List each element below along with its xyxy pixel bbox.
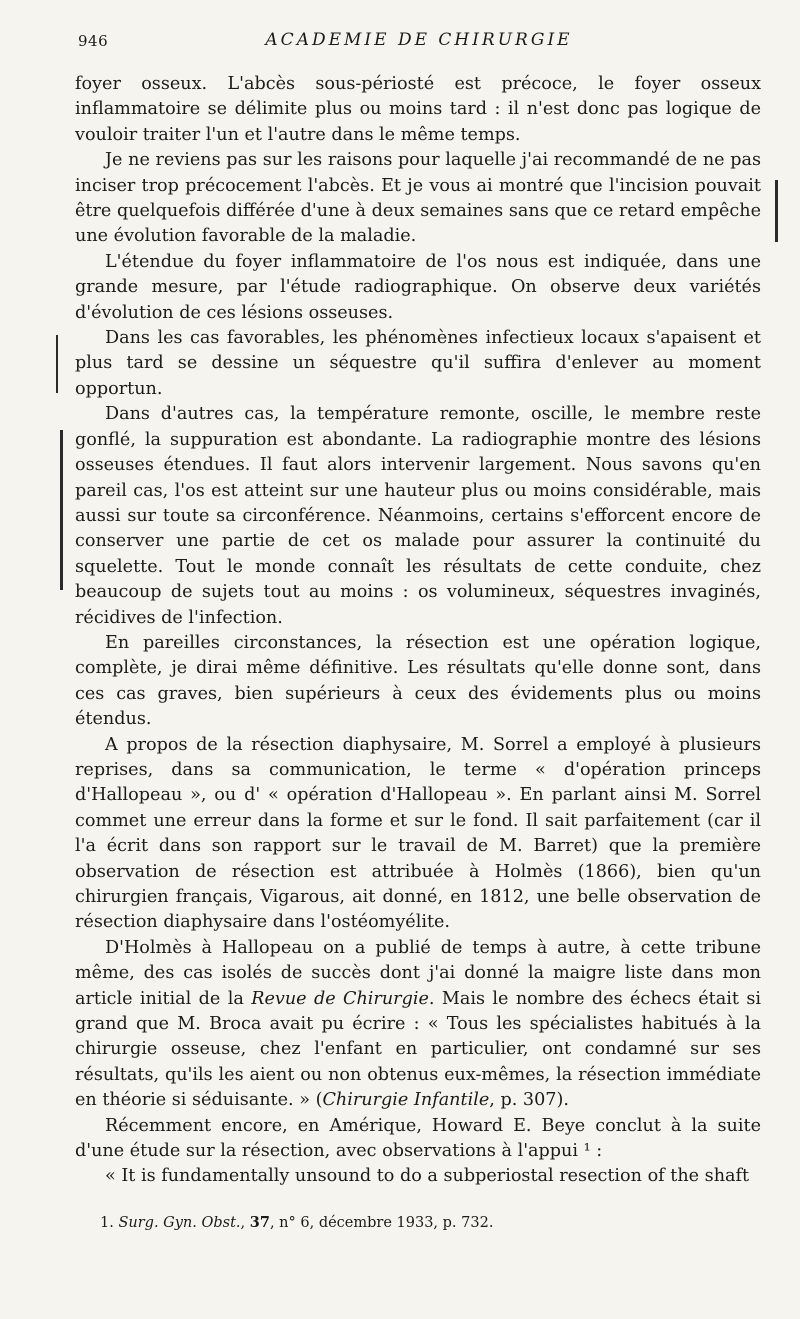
page-header [78,30,760,54]
paragraph: foyer osseux. L'abcès sous-périosté est précoce, le foyer osseux inflammatoire se délimite plus ou moins tard : il n'est donc pas logique de vouloir traiter l'un et l'autre dans le même temps. [75,74,761,145]
paragraph-text: D'Holmès à Hallopeau on a publié de temps à autre, à cette tribune même, des cas isolés de succès dont j'ai donné la maigre liste dans mon article initial de la [75,937,761,1009]
paragraph: Je ne reviens pas sur les raisons pour laquelle j'ai recommandé de ne pas inciser trop précocement l'abcès. Et je vous ai montré que l'incision pouvait être quelquefois différée d'une à deux semaines sans que ce retard empêche une évolution favorable de la maladie. [75,150,761,247]
paragraph: Dans d'autres cas, la température remonte, oscille, le membre reste gonflé, la suppuration est abondante. La radiographie montre des lésions osseuses étendues. Il faut alors intervenir largement. Nous savons qu'en pareil cas, l'os est atteint sur une hauteur plus ou moins considérable, mais aussi sur toute sa circonférence. Néanmoins, certains s'efforcent encore de conserver une partie de cet os malade pour assurer la continuité du squelette. Tout le monde connaît les résultats de cette conduite, chez beaucoup de sujets tout au moins : os volumineux, séquestres invaginés, récidives de l'infection. [75,404,761,628]
paragraph: En pareilles circonstances, la résection est une opération logique, complète, je dirai même définitive. Les résultats qu'elle donne sont, dans ces cas graves, bien supérieurs à ceux des évidements plus ou moins étendus. [75,632,761,730]
footnote [100,1214,760,1232]
paragraph: « It is fundamentally unsound to do a subperiostal resection of the shaft [105,1166,750,1187]
paragraph: Dans les cas favorables, les phénomènes infectieux locaux s'apaisent et plus tard se dessine un séquestre qu'il suffira d'enlever au moment opportun. [75,328,761,399]
paragraph: A propos de la résection diaphysaire, M. Sorrel a employé à plusieurs reprises, dans sa communication, le terme « d'opération princeps d'Hallopeau », ou d' « opération d'Hallopeau ». En parlant ainsi M. Sorrel commet une erreur dans la forme et sur le fond. Il sait parfaitement (car il l'a écrit dans son rapport sur le travail de M. Barret) que la première observation de résection est attribuée à Holmès (1866), bien qu'un chirurgien français, Vigarous, ait donné, en 1812, une belle observation de résection diaphysaire dans l'ostéomyélite. [75,734,761,933]
margin-mark-right [775,180,778,242]
margin-mark-left-lower [60,430,63,590]
page-number: 946 [78,32,109,50]
paragraph-text: . Mais le nombre des échecs était si grand que M. Broca avait pu écrire : « Tous les spécialistes habitués à la chirurgie osseuse, chez l'enfant en particulier, ont condamné sur ses résultats, qu'ils les aient ou non obtenus eux-mêmes, la résection immédiate en théorie si séduisante. » ( [75,988,761,1111]
running-title: ACADEMIE DE CHIRURGIE [265,30,573,50]
paragraph: Récemment encore, en Amérique, Howard E. Beye conclut à la suite d'une étude sur la résection, avec observations à l'appui ¹ : [75,1115,761,1162]
paragraph-text: , p. 307). [489,1090,569,1111]
margin-mark-left-upper [56,335,58,393]
book-title: Chirurgie Infantile [322,1090,490,1111]
journal-title: Revue de Chirurgie [251,988,429,1009]
footnote-text: , [240,1215,250,1231]
paragraph: L'étendue du foyer inflammatoire de l'os nous est indiquée, dans une grande mesure, par l'étude radiographique. On observe deux variétés d'évolution de ces lésions osseuses. [75,251,761,323]
footnote-journal: Surg. Gyn. Obst. [118,1215,241,1231]
footnote-text: , n° 6, décembre 1933, p. 732. [269,1215,494,1231]
footnote-number: 1. [100,1215,114,1231]
body-text [75,72,761,1190]
footnote-volume: 37 [249,1214,270,1231]
paragraph [75,936,761,1114]
